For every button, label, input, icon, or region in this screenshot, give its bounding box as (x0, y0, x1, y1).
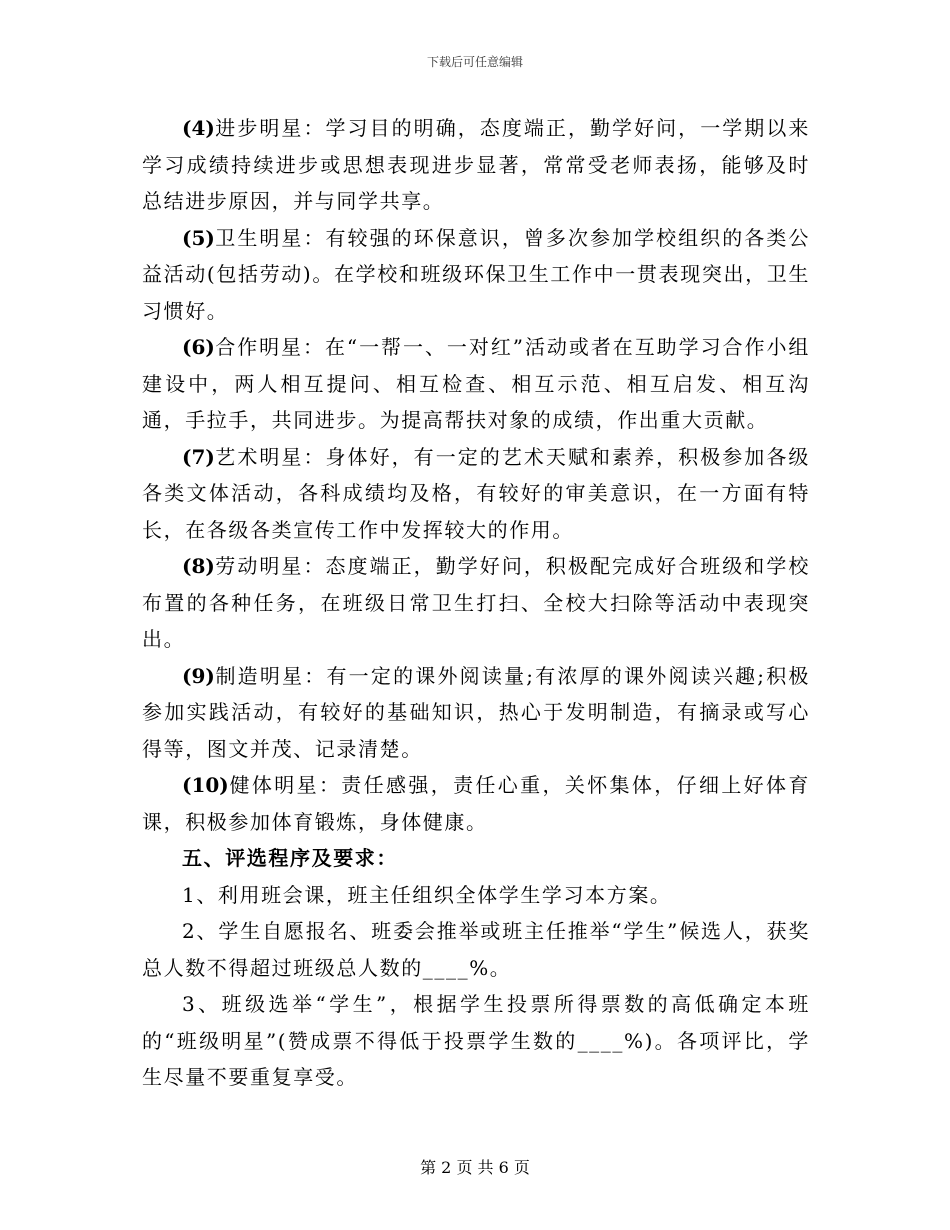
criteria-item-fitness: (10)健体明星：责任感强，责任心重，关怀集体，仔细上好体育课，积极参加体育锻炼，身体健康。 (142, 773, 810, 834)
criteria-item-hygiene: (5)卫生明星：有较强的环保意识，曾多次参加学校组织的各类公益活动(包括劳动)。在学校和班级环保卫生工作中一贯表现突出，卫生习惯好。 (142, 225, 810, 323)
section-heading: 五、评选程序及要求： (182, 846, 398, 870)
procedure-step-2: 2、学生自愿报名、班委会推举或班主任推举“学生”候选人，获奖总人数不得超过班级总人数的____%。 (142, 919, 810, 980)
criteria-item-progress: (4)进步明星：学习目的明确，态度端正，勤学好问，一学期以来学习成绩持续进步或思想表现进步显著，常常受老师表扬，能够及时总结进步原因，并与同学共享。 (142, 116, 810, 213)
page-header: 下载后可任意编辑 (426, 55, 523, 69)
criteria-item-art: (7)艺术明星：身体好，有一定的艺术天赋和素养，积极参加各级各类文体活动，各科成绩均及格，有较好的审美意识，在一方面有特长，在各级各类宣传工作中发挥较大的作用。 (142, 444, 810, 542)
procedure-step-1: 1、利用班会课，班主任组织全体学生学习本方案。 (182, 882, 672, 907)
criteria-item-labor: (8)劳动明星：态度端正，勤学好问，积极配完成好合班级和学校布置的各种任务，在班级日常卫生打扫、全校大扫除等活动中表现突出。 (142, 554, 810, 651)
document-body (142, 110, 810, 1096)
page-footer: 第 2 页 共 6 页 (420, 1158, 530, 1177)
criteria-item-creation: (9)制造明星：有一定的课外阅读量;有浓厚的课外阅读兴趣;积极参加实践活动，有较好的基础知识，热心于发明制造，有摘录或写心得等，图文并茂、记录清楚。 (142, 663, 810, 761)
procedure-step-3: 3、班级选举“学生”，根据学生投票所得票数的高低确定本班的“班级明星”(赞成票不得低于投票学生数的____%)。各项评比，学生尽量不要重复享受。 (142, 992, 810, 1089)
criteria-item-cooperation: (6)合作明星：在“一帮一、一对红”活动或者在互助学习合作小组建设中，两人相互提问、相互检查、相互示范、相互启发、相互沟通，手拉手，共同进步。为提高帮扶对象的成绩，作出重大贡献。 (142, 335, 810, 432)
